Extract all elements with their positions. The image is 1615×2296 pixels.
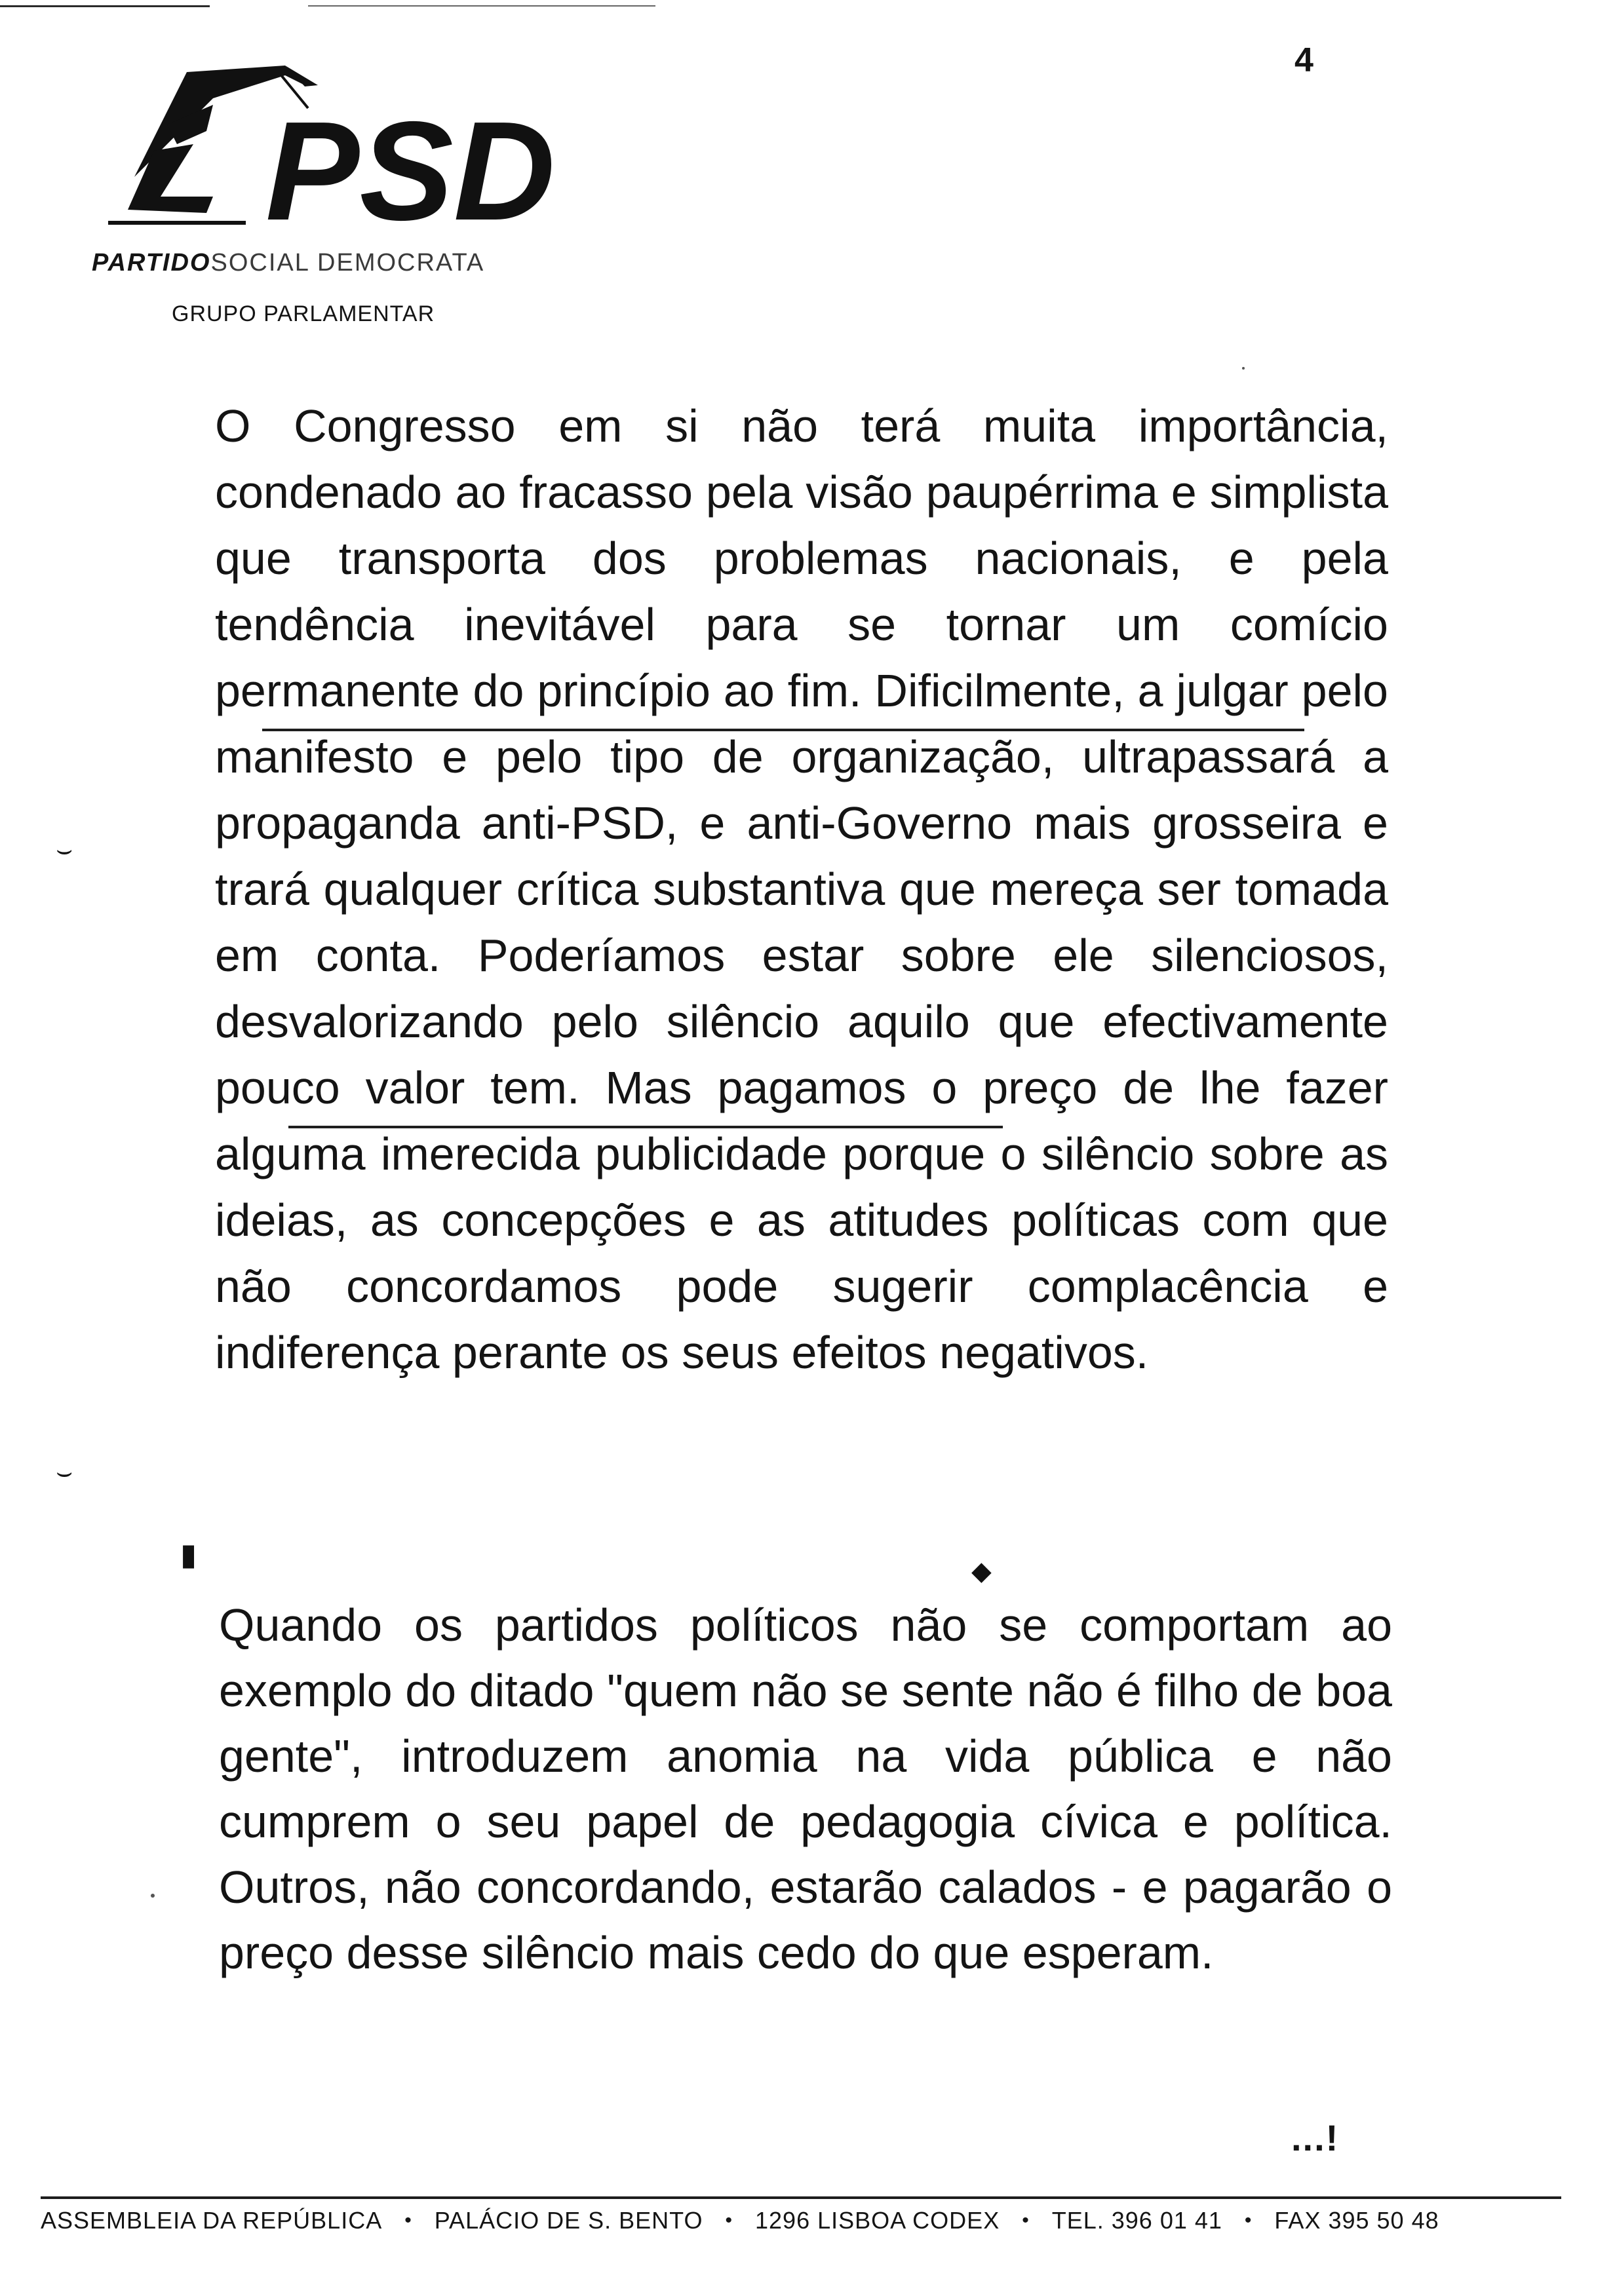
- page-number: 4: [1294, 41, 1313, 79]
- underline-desvalorizando: [288, 1126, 1003, 1128]
- party-name: [92, 249, 484, 277]
- footer-bullet: •: [404, 2210, 412, 2231]
- top-rule-left: [0, 5, 210, 7]
- logo-text: PSD: [265, 92, 556, 249]
- margin-mark-1: ⌣: [56, 835, 73, 864]
- psd-arrow-logo-icon: [88, 46, 600, 249]
- party-name-rest: SOCIAL DEMOCRATA: [210, 249, 485, 277]
- footer-assembly: ASSEMBLEIA DA REPÚBLICA: [41, 2207, 383, 2234]
- margin-mark-2: ⌣: [56, 1458, 73, 1487]
- party-name-bold: PARTIDO: [92, 249, 211, 277]
- footer-fax: FAX 395 50 48: [1274, 2207, 1439, 2234]
- paragraph-2: Quando os partidos políticos não se comportam ao exemplo do ditado "quem não se sente não é filho de boa gente", introduzem anomia na vida pública e não cumprem o seu papel de pedagogia cívica e política. Outros, não concordando, estarão calados - e pagarão o preço desse silêncio mais cedo do que esperam.: [219, 1599, 1392, 1978]
- speck-2: [1242, 367, 1245, 370]
- speck-1: [151, 1894, 155, 1898]
- margin-mark-4: ◆: [971, 1557, 992, 1586]
- group-label: GRUPO PARLAMENTAR: [172, 301, 435, 326]
- footer-palace: PALÁCIO DE S. BENTO: [434, 2207, 703, 2234]
- footer-bullet: •: [1244, 2210, 1253, 2231]
- footer-phone: TEL. 396 01 41: [1051, 2207, 1222, 2234]
- footer-bullet: •: [725, 2210, 733, 2231]
- continuation-mark: ...!: [1291, 2117, 1340, 2158]
- underline-comicio: [262, 729, 1304, 731]
- margin-mark-3: ▮: [180, 1537, 197, 1571]
- footer-address: [41, 2207, 1561, 2234]
- footer-bullet: •: [1022, 2210, 1030, 2231]
- paragraph-1: O Congresso em si não terá muita importância, condenado ao fracasso pela visão paupérrima e simplista que transporta dos problemas nacionais, e pela tendência inevitável para se tornar um comício permanente do princípio ao fim. Dificilmente, a julgar pelo manifesto e pelo tipo de organização, ultrapassará a propaganda anti-PSD, e anti-Governo mais grosseira e trará qualquer crítica substantiva que mereça ser tomada em conta. Poderíamos estar sobre ele silenciosos, desvalorizando pelo silêncio aquilo que efectivamente pouco valor tem. Mas pagamos o preço de lhe fazer alguma imerecida publicidade porque o silêncio sobre as ideias, as concepções e as atitudes políticas com que não concordamos pode sugerir complacência e indiferença perante os seus efeitos negativos.: [215, 400, 1388, 1378]
- footer-city: 1296 LISBOA CODEX: [755, 2207, 1000, 2234]
- top-rule-right: [308, 5, 655, 7]
- footer-rule: [41, 2196, 1561, 2199]
